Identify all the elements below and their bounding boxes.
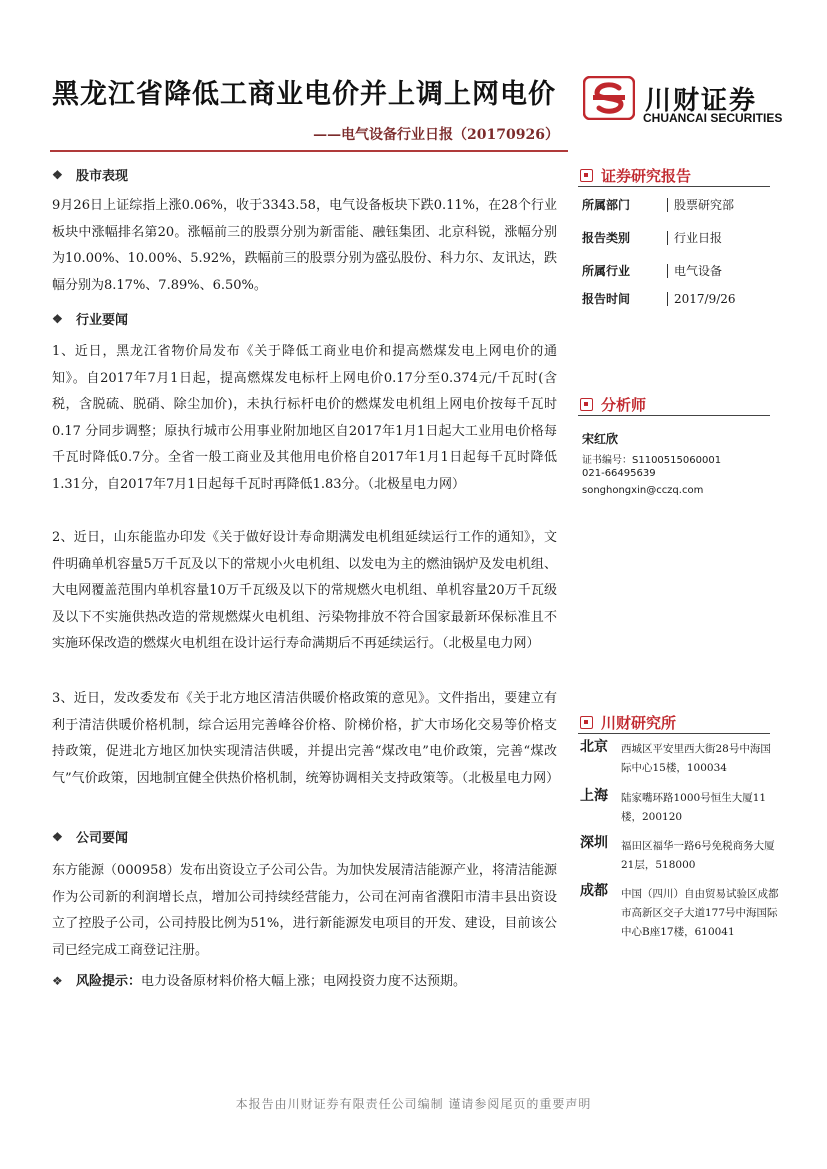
sidebar-divider <box>578 733 770 734</box>
square-bullet-icon <box>580 169 593 182</box>
logo-english-text: CHUANCAI SECURITIES <box>643 111 783 125</box>
analyst-cert: 证书编号：S1100515060001 <box>582 455 722 466</box>
chuancai-logo-icon <box>583 76 635 120</box>
risk-heading: 风险提示： <box>76 974 142 989</box>
diamond-bullet-icon: ❖ <box>52 167 63 182</box>
market-heading: ❖ 股市表现 <box>52 167 129 184</box>
office-address-shanghai: 陆家嘴环路1000号恒生大厦11楼，200120 <box>621 792 767 823</box>
industry-news-1: 1、近日，黑龙江省物价局发布《关于降低工商业电价和提高燃煤发电上网电价的通知》。自2017年7月1日起，提高燃煤发电标杆上网电价0.17分至0.374元/千瓦时(含税，含脱硫、脱硝、除尘加价)，未执行标杆电价的燃煤发电机组上网电价按每千瓦时 0.17 分同步调整；原执行城市公用事业附加地区自2017年1月1日起大工业用电价格每千瓦时降低0.7分。全省一般工商业及其他用电价格自2017年1月1日起每千瓦时降低1.31分，自2017年7月1日起每千瓦时再降低1.83分。（北极星电力网） <box>52 344 557 492</box>
industry-heading: ❖ 行业要闻 <box>52 311 129 328</box>
diamond-bullet-icon: ❖ <box>52 974 63 988</box>
company-heading: ❖ 公司要闻 <box>52 829 129 846</box>
industry-news-2: 2、近日，山东能监办印发《关于做好设计寿命期满发电机组延续运行工作的通知》，文件明确单机容量5万千瓦及以下的常规小火电机组、以发电为主的燃油锅炉及发电机组、大电网覆盖范围内单机容量10万千瓦级及以下的常规燃火电机组、单机容量20万千瓦级及以下不实施供热改造的常规燃煤火电机组、污染物排放不符合国家最新环保标准且不实施环保改造的燃煤火电机组在设计运行寿命满期后不再延续运行。（北极星电力网） <box>52 530 557 651</box>
sidebar-divider <box>578 186 770 187</box>
report-subtitle: ——电气设备行业日报（20170926） <box>313 127 559 143</box>
meta-row-category: 报告类别 行业日报 <box>582 231 723 245</box>
institute-heading: 川财研究所 <box>580 712 676 733</box>
risk-text: 电力设备原材料价格大幅上涨；电网投资力度不达预期。 <box>141 974 467 989</box>
office-city-shanghai: 上海 <box>580 788 608 804</box>
square-bullet-icon <box>580 716 593 729</box>
industry-news-3: 3、近日，发改委发布《关于北方地区清洁供暖价格政策的意见》。文件指出，要建立有利于清洁供暖价格机制，综合运用完善峰谷价格、阶梯价格，扩大市场化交易等价格支持政策，促进北方地区加快实现清洁供暖，并提出完善“煤改电”电价政策，完善“煤改气”气价政策，因地制宜健全供热价格机制，统筹协调相关支持政策等。（北极星电力网） <box>52 691 560 786</box>
meta-row-industry: 所属行业 电气设备 <box>582 264 723 278</box>
analyst-phone: 021-66495639 <box>582 468 656 479</box>
report-info-heading: 证券研究报告 <box>580 165 691 186</box>
meta-row-date: 报告时间 2017/9/26 <box>582 292 736 306</box>
office-city-shenzhen: 深圳 <box>580 835 608 851</box>
diamond-bullet-icon: ❖ <box>52 311 63 326</box>
company-paragraph: 东方能源（000958）发布出资设立子公司公告。为加快发展清洁能源产业，将清洁能源作为公司新的利润增长点，增加公司持续经营能力，公司在河南省濮阳市清丰县出资设立了控股子公司，公司持股比例为51%，进行新能源发电项目的开发、建设，目前该公司已经完成工商登记注册。 <box>52 863 557 958</box>
analyst-email[interactable]: songhongxin@cczq.com <box>582 485 704 496</box>
diamond-bullet-icon: ❖ <box>52 829 63 844</box>
office-city-beijing: 北京 <box>580 739 608 755</box>
analyst-heading: 分析师 <box>580 394 646 415</box>
analyst-name: 宋红欣 <box>582 432 619 446</box>
report-title: 黑龙江省降低工商业电价并上调上网电价 <box>52 79 556 110</box>
page-footer: 本报告由川财证券有限责任公司编制 谨请参阅尾页的重要声明 <box>235 1097 592 1111</box>
sidebar-divider <box>578 415 770 416</box>
meta-row-department: 所属部门 股票研究部 <box>582 198 735 212</box>
office-address-shenzhen: 福田区福华一路6号免税商务大厦21层，518000 <box>621 840 775 871</box>
market-paragraph: 9月26日上证综指上涨0.06%，收于3343.58，电气设备板块下跌0.11%，在28个行业板块中涨幅排名第20。涨幅前三的股票分别为新雷能、融钰集团、北京科锐，涨幅分别为10.00%、10.00%、5.92%，跌幅前三的股票分别为盛弘股份、科力尔、友讯达，跌幅分别为8.17%、7.89%、6.50%。 <box>52 198 557 293</box>
logo-chinese-text: 川财证券 <box>645 86 758 116</box>
risk-line <box>52 968 557 996</box>
square-bullet-icon <box>580 398 593 411</box>
office-address-chengdu: 中国（四川）自由贸易试验区成都市高新区交子大道177号中海国际中心B座17楼，610041 <box>621 888 779 938</box>
title-divider <box>50 150 568 152</box>
office-address-beijing: 西城区平安里西大街28号中海国际中心15楼，100034 <box>621 743 771 774</box>
office-city-chengdu: 成都 <box>580 883 608 899</box>
